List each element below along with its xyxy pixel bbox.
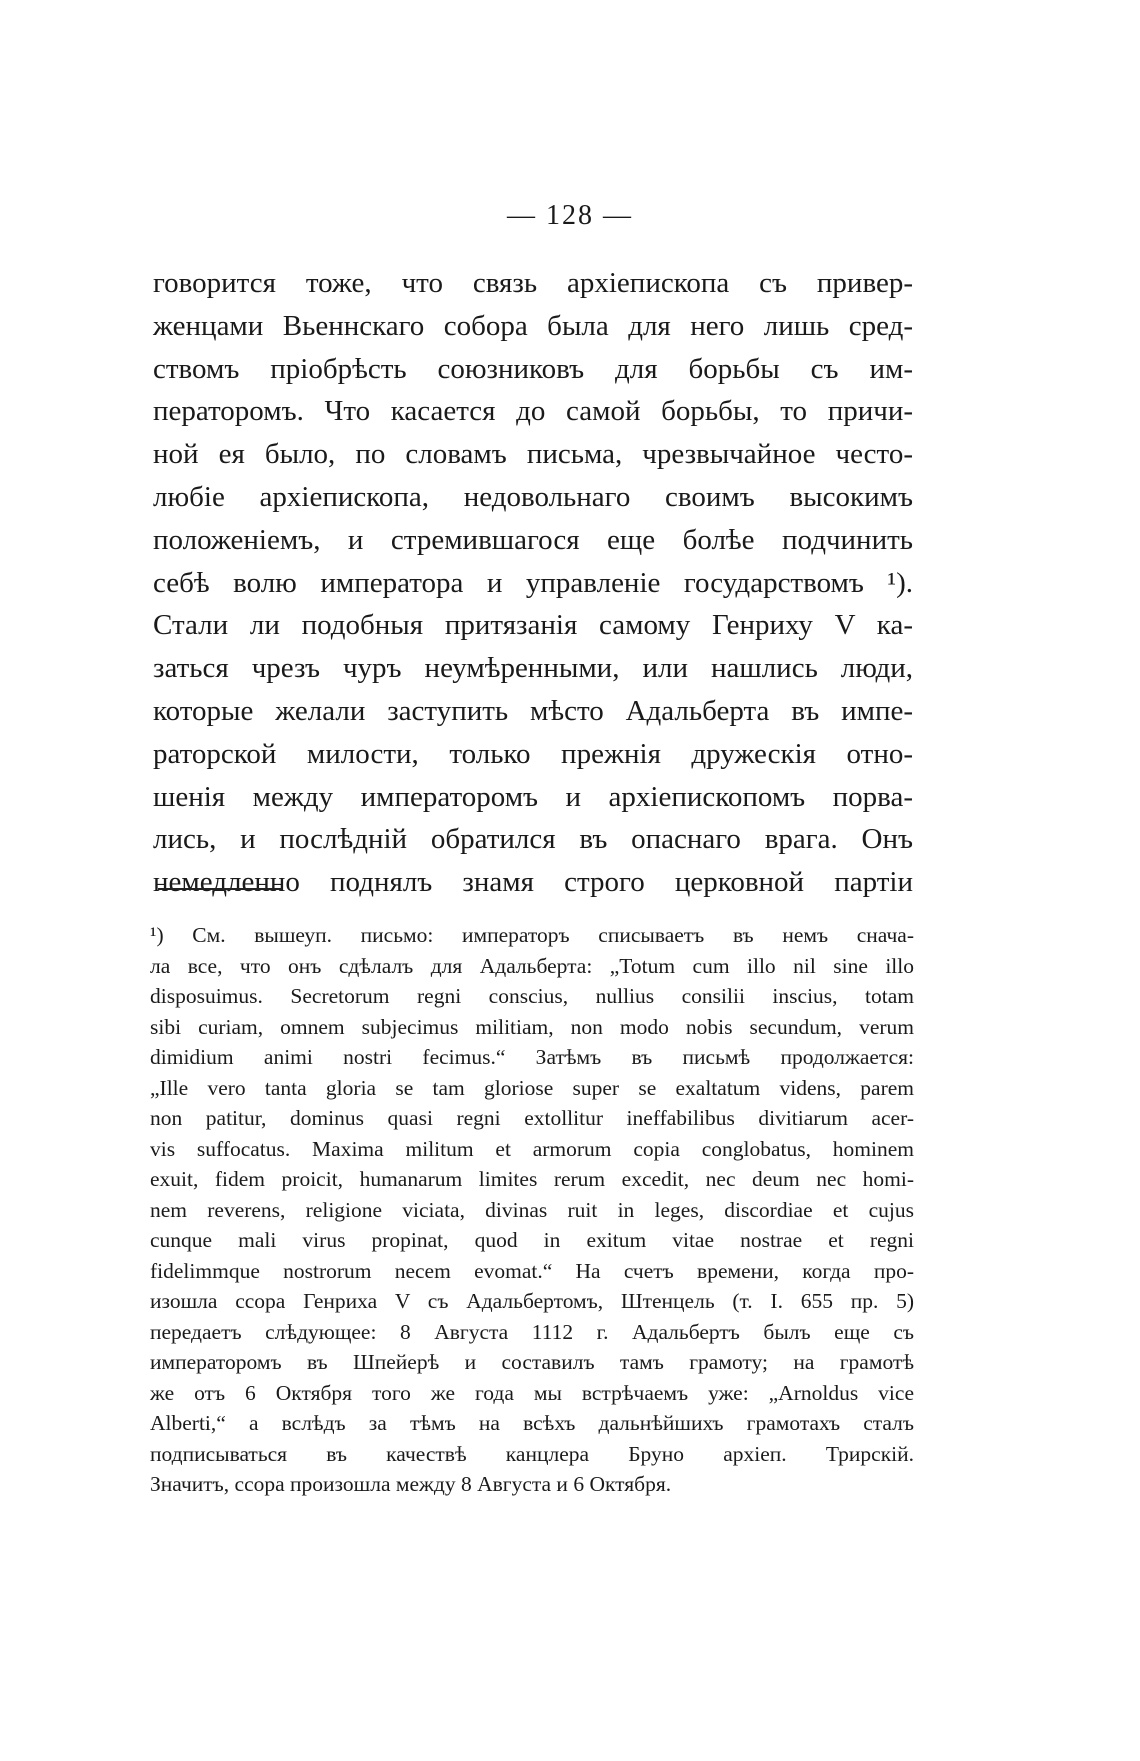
footnote-line: Значитъ, ссора произошла между 8 Августа и 6 Октября. (150, 1472, 672, 1496)
footnote-line: ла все, что онъ сдѣлалъ для Адальберта: „Totum cum illo nil sine illo (150, 953, 914, 978)
main-text-line: ной ея было, по словамъ письма, чрезвычайное често- (153, 438, 913, 471)
footnote-line: vis suffocatus. Maxima militum et armorum copia conglobatus, hominem (150, 1136, 914, 1161)
footnote-line: fidelimmque nostrorum necem evomat.“ На счетъ времени, когда про- (150, 1258, 914, 1283)
footnote-line: императоромъ въ Шпейерѣ и составилъ тамъ грамоту; на грамотѣ (150, 1350, 914, 1374)
main-text-line: женцами Вьеннскаго собора была для него лишь сред- (153, 309, 913, 342)
main-text-line: ствомъ пріобрѣсть союзниковъ для борьбы съ им- (153, 352, 913, 385)
main-text-line: раторской милости, только прежнія дружескія отно- (153, 737, 913, 770)
main-text-line: которые желали заступить мѣсто Адальберта въ импе- (153, 694, 913, 727)
main-text-line: лись, и послѣдній обратился въ опаснаго врага. Онъ (153, 823, 913, 856)
main-text-line: говорится тоже, что связь архіепископа съ привер- (153, 267, 913, 299)
main-text-line: ператоромъ. Что касается до самой борьбы, то причи- (153, 395, 913, 428)
footnote-line: передаетъ слѣдующее: 8 Августа 1112 г. Адальбертъ былъ еще съ (150, 1319, 914, 1344)
footnote-line: изошла ссора Генриха V съ Адальбертомъ, Штенцель (т. I. 655 пр. 5) (150, 1289, 914, 1313)
main-text-line: заться чрезъ чуръ неумѣренными, или нашлись люди, (153, 652, 913, 685)
main-text-block (153, 262, 913, 904)
footnote-line: cunque mali virus propinat, quod in exitum vitae nostrae et regni (150, 1228, 914, 1252)
footnote-line: подписываться въ качествѣ канцлера Бруно архіеп. Трирскій. (150, 1441, 914, 1466)
footnote-line: же отъ 6 Октября того же года мы встрѣчаемъ уже: „Arnoldus vice (150, 1380, 914, 1405)
footnote-line: exuit, fidem proicit, humanarum limites rerum excedit, nec deum nec homi- (150, 1167, 914, 1191)
footnote-line: ¹) См. вышеуп. письмо: императоръ списываетъ въ немъ снача- (150, 923, 914, 947)
footnote-line: „Ille vero tanta gloria se tam gloriose super se exaltatum videns, parem (150, 1075, 914, 1100)
footnote-block (150, 920, 914, 1500)
footnote-line: nem reverens, religione viciata, divinas ruit in leges, discordiae et cujus (150, 1197, 914, 1222)
footnote-line: dimidium animi nostri fecimus.“ Затѣмъ въ письмѣ продолжается: (150, 1045, 914, 1069)
footnote-line: Alberti,“ а вслѣдъ за тѣмъ на всѣхъ дальнѣйшихъ грамотахъ сталъ (150, 1411, 914, 1435)
page-number: — 128 — (507, 200, 633, 231)
main-text-line: Стали ли подобныя притязанія самому Генриху V ка- (153, 609, 913, 642)
main-text-line: немедленно поднялъ знамя строго церковной партіи (153, 866, 913, 899)
footnote-line: disposuimus. Secretorum regni conscius, nullius consilii inscius, totam (150, 984, 914, 1008)
footnote-separator-rule (158, 888, 282, 890)
footnote-line: sibi curiam, omnem subjecimus militiam, non modo nobis secundum, verum (150, 1014, 914, 1039)
footnote-line: non patitur, dominus quasi regni extollitur ineffabilibus divitiarum acer- (150, 1106, 914, 1130)
main-text-line: любіе архіепископа, недовольнаго своимъ высокимъ (153, 480, 913, 513)
main-text-line: себѣ волю императора и управленіе государствомъ ¹). (153, 566, 913, 599)
main-text-line: шенія между императоромъ и архіепископомъ порва- (153, 780, 913, 813)
main-text-line: положеніемъ, и стремившагося еще болѣе подчинить (153, 523, 913, 556)
